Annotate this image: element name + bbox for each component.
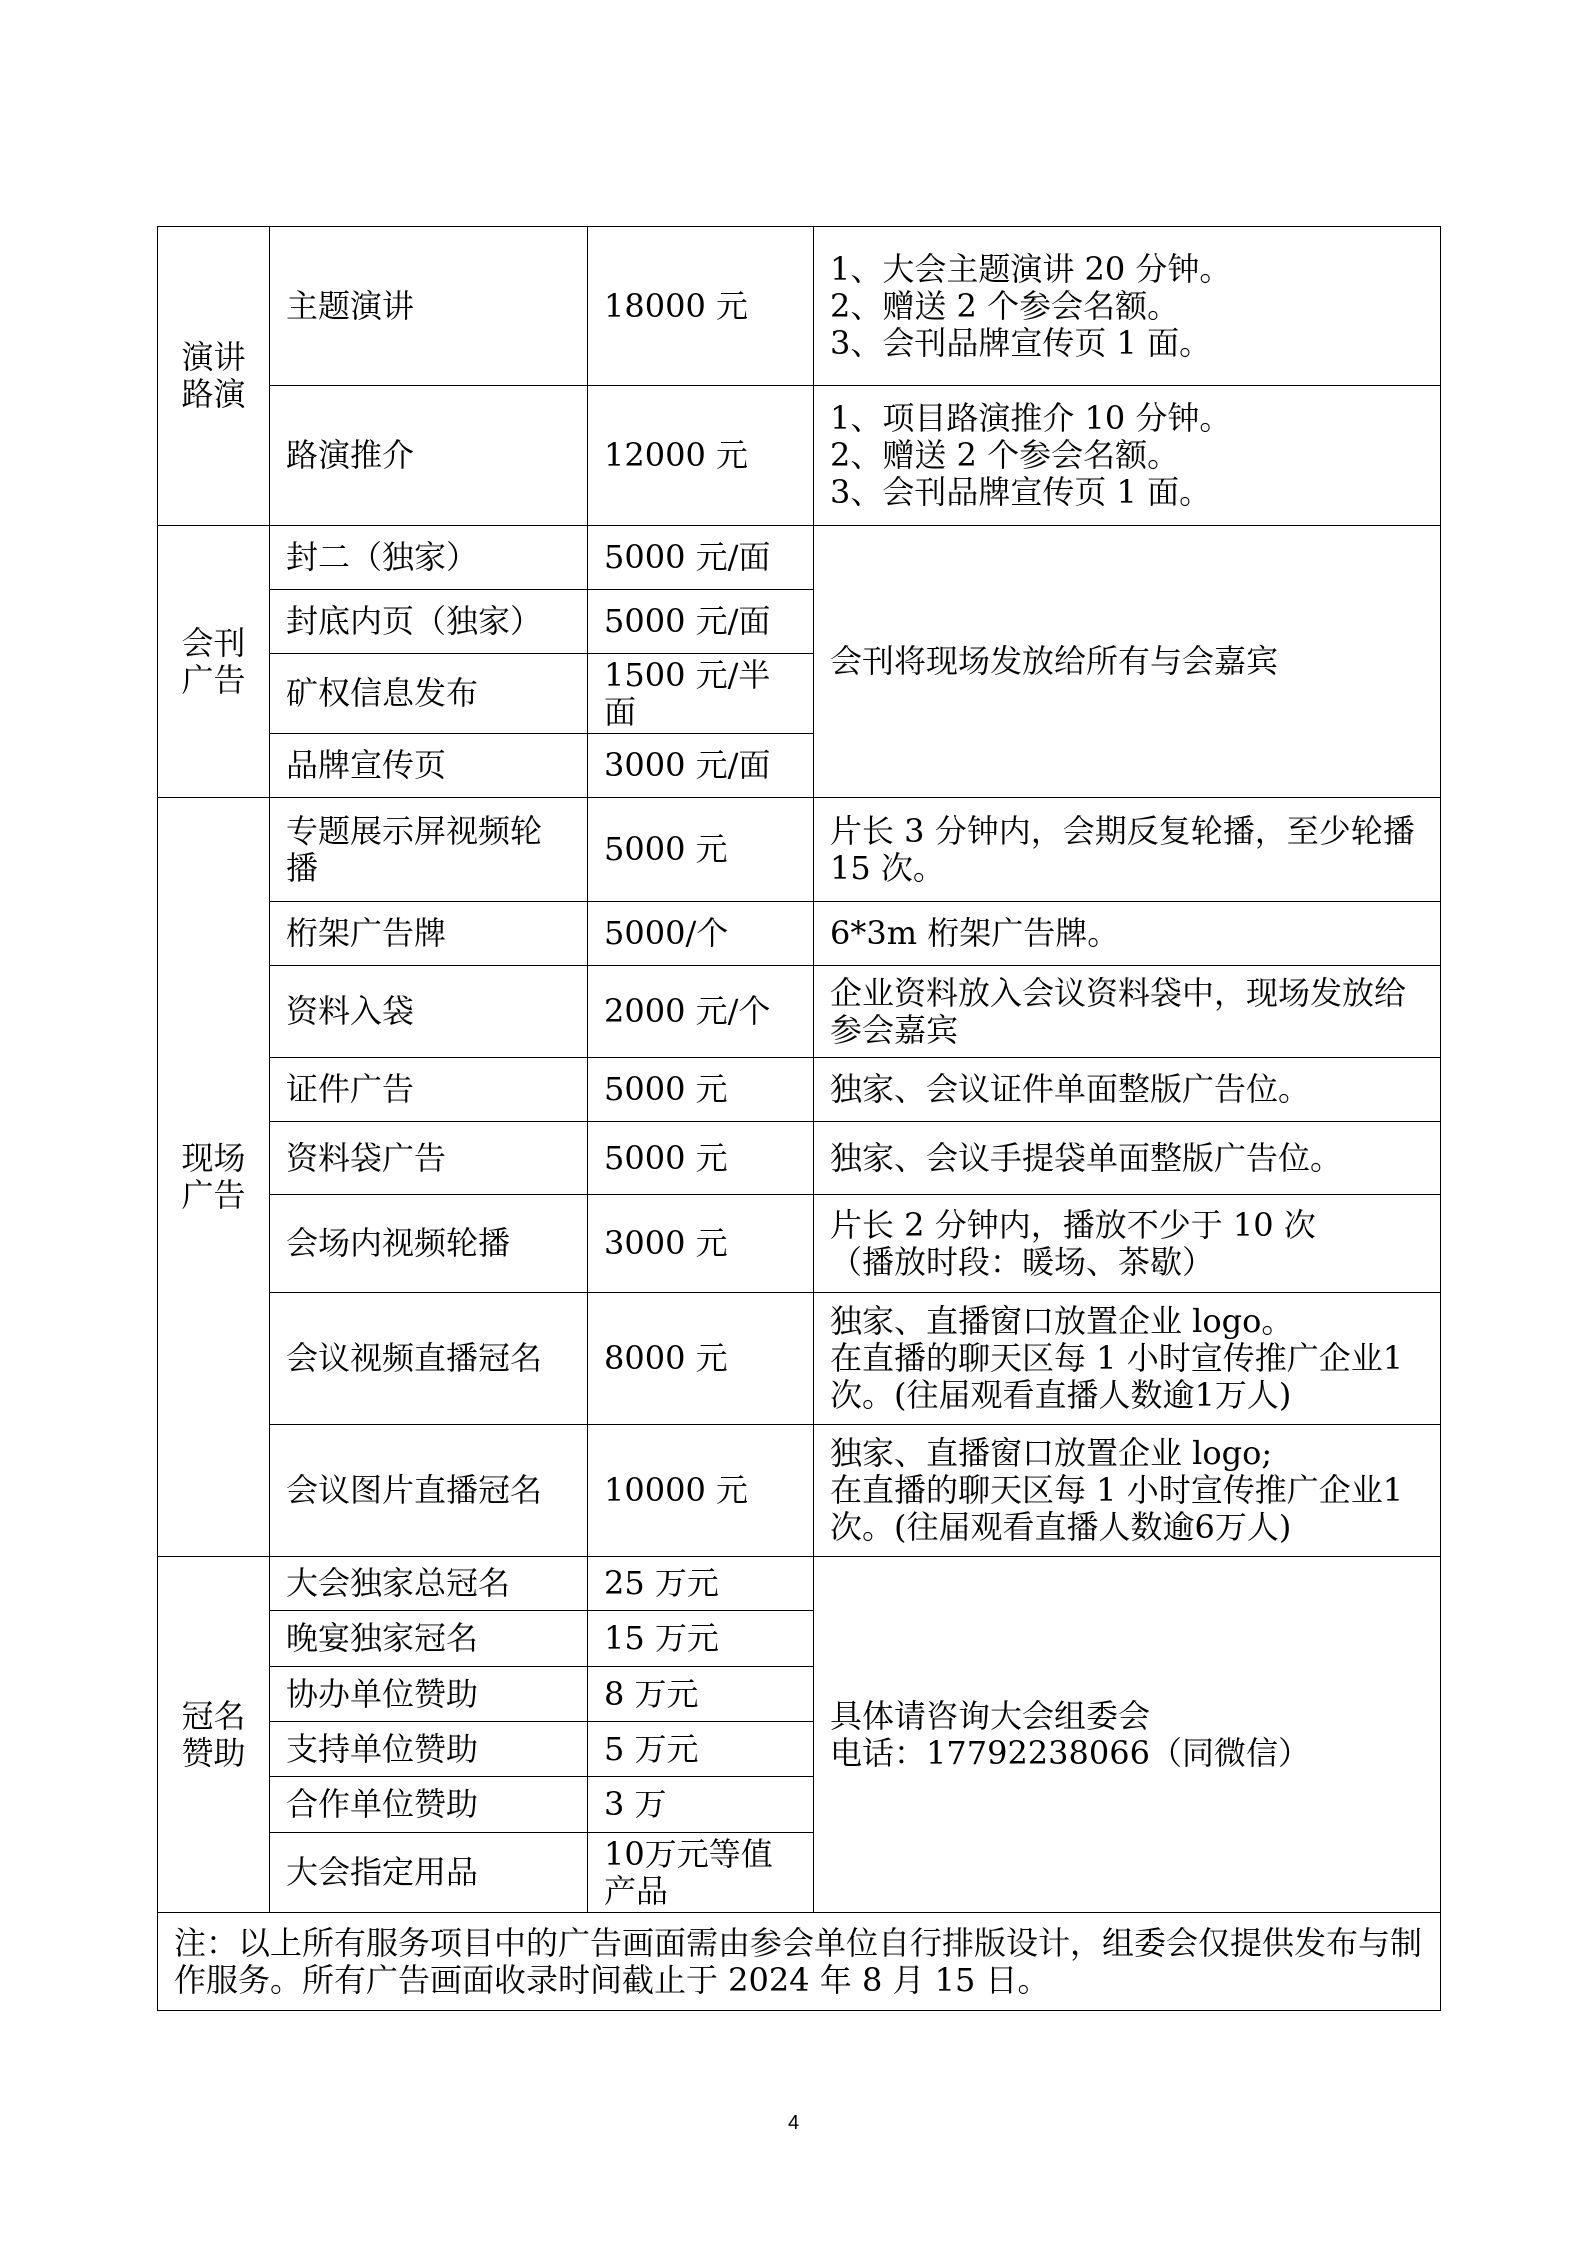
category-cell — [158, 1557, 270, 1913]
price-cell: 25 万元 — [588, 1557, 814, 1611]
item-cell: 品牌宣传页 — [270, 734, 588, 798]
contact-phone: 电话：17792238066（同微信） — [830, 1733, 1310, 1772]
category-label: 会刊 广告 — [181, 623, 246, 699]
table-row — [158, 1557, 1441, 1611]
item-cell: 路演推介 — [270, 386, 588, 526]
table-row — [158, 1058, 1441, 1122]
price-cell: 5000 元 — [588, 1122, 814, 1195]
desc-cell: 独家、会议证件单面整版广告位。 — [814, 1058, 1441, 1122]
desc-cell: 片长 3 分钟内，会期反复轮播，至少轮播 15 次。 — [814, 798, 1441, 902]
category-cell — [158, 227, 270, 526]
desc-line: 1、大会主题演讲 20 分钟。 — [830, 249, 1232, 288]
footnote: 注：以上所有服务项目中的广告画面需由参会单位自行排版设计，组委会仅提供发布与制作服务。所有广告画面收录时间截止于 2024 年 8 月 15 日。 — [158, 1913, 1441, 2011]
price-cell: 3 万 — [588, 1777, 814, 1833]
item-cell: 协办单位赞助 — [270, 1667, 588, 1722]
table-row — [158, 1293, 1441, 1425]
price-cell: 2000 元/个 — [588, 966, 814, 1058]
item-cell: 资料入袋 — [270, 966, 588, 1058]
category-cell — [158, 798, 270, 1557]
item-cell: 大会独家总冠名 — [270, 1557, 588, 1611]
desc-cell: 独家、会议手提袋单面整版广告位。 — [814, 1122, 1441, 1195]
item-cell: 封底内页（独家） — [270, 590, 588, 654]
item-cell: 大会指定用品 — [270, 1833, 588, 1913]
price-cell: 5000 元 — [588, 1058, 814, 1122]
table-row — [158, 1195, 1441, 1293]
contact-line: 具体请咨询大会组委会 — [830, 1696, 1151, 1735]
desc-line: 3、会刊品牌宣传页 1 面。 — [830, 323, 1212, 362]
item-cell: 封二（独家） — [270, 526, 588, 590]
page-number: 4 — [787, 2112, 800, 2134]
desc-line: 2、赠送 2 个参会名额。 — [830, 286, 1180, 325]
desc-line: 片长 2 分钟内，播放不少于 10 次 — [830, 1205, 1316, 1244]
category-cell — [158, 526, 270, 798]
category-label: 演讲 路演 — [181, 338, 246, 413]
item-cell: 证件广告 — [270, 1058, 588, 1122]
price-cell: 3000 元 — [588, 1195, 814, 1293]
desc-line: 2、赠送 2 个参会名额。 — [830, 436, 1180, 474]
desc-line: 独家、直播窗口放置企业 logo; — [830, 1434, 1273, 1472]
desc-line: 1、项目路演推介 10 分钟。 — [830, 399, 1232, 437]
desc-line: 3、会刊品牌宣传页 1 面。 — [830, 473, 1212, 511]
desc-cell — [814, 227, 1441, 386]
category-label: 现场 广告 — [181, 1139, 246, 1214]
item-cell: 合作单位赞助 — [270, 1777, 588, 1833]
price-cell: 5 万元 — [588, 1722, 814, 1777]
item-cell: 晚宴独家冠名 — [270, 1611, 588, 1667]
item-cell: 支持单位赞助 — [270, 1722, 588, 1777]
table-row — [158, 526, 1441, 590]
table-row — [158, 966, 1441, 1058]
item-cell: 主题演讲 — [270, 227, 588, 386]
sponsorship-price-table — [157, 226, 1441, 2011]
desc-cell — [814, 1293, 1441, 1425]
price-cell: 10万元等值产品 — [588, 1833, 814, 1913]
price-cell: 15 万元 — [588, 1611, 814, 1667]
desc-line: （播放时段：暖场、茶歇） — [830, 1242, 1215, 1281]
shared-desc-cell — [814, 1557, 1441, 1913]
price-cell: 18000 元 — [588, 227, 814, 386]
item-cell: 矿权信息发布 — [270, 654, 588, 734]
table-row — [158, 1913, 1441, 2011]
desc-line: 在直播的聊天区每 1 小时宣传推广企业1次。(往届观看直播人数逾6万人) — [830, 1471, 1404, 1546]
desc-cell: 企业资料放入会议资料袋中，现场发放给参会嘉宾 — [814, 966, 1441, 1058]
price-cell: 8000 元 — [588, 1293, 814, 1425]
price-cell: 12000 元 — [588, 386, 814, 526]
item-cell: 会议视频直播冠名 — [270, 1293, 588, 1425]
table-row — [158, 1425, 1441, 1557]
price-cell: 5000 元/面 — [588, 590, 814, 654]
table-row — [158, 386, 1441, 526]
price-cell: 5000 元/面 — [588, 526, 814, 590]
price-cell: 1500 元/半面 — [588, 654, 814, 734]
price-cell: 8 万元 — [588, 1667, 814, 1722]
item-cell: 会议图片直播冠名 — [270, 1425, 588, 1557]
price-cell: 10000 元 — [588, 1425, 814, 1557]
desc-line: 独家、直播窗口放置企业 logo。 — [830, 1302, 1294, 1340]
desc-line: 在直播的聊天区每 1 小时宣传推广企业1次。(往届观看直播人数逾1万人) — [830, 1339, 1404, 1414]
desc-cell — [814, 1425, 1441, 1557]
desc-cell — [814, 386, 1441, 526]
price-cell: 5000/个 — [588, 902, 814, 966]
desc-cell — [814, 1195, 1441, 1293]
table-row — [158, 798, 1441, 902]
category-label: 冠名 赞助 — [181, 1696, 246, 1772]
table-row — [158, 902, 1441, 966]
table-row — [158, 1122, 1441, 1195]
item-cell: 专题展示屏视频轮播 — [270, 798, 588, 902]
price-cell: 3000 元/面 — [588, 734, 814, 798]
desc-cell: 6*3m 桁架广告牌。 — [814, 902, 1441, 966]
item-cell: 资料袋广告 — [270, 1122, 588, 1195]
price-cell: 5000 元 — [588, 798, 814, 902]
table-row — [158, 227, 1441, 386]
item-cell: 会场内视频轮播 — [270, 1195, 588, 1293]
shared-desc-cell: 会刊将现场发放给所有与会嘉宾 — [814, 526, 1441, 798]
item-cell: 桁架广告牌 — [270, 902, 588, 966]
